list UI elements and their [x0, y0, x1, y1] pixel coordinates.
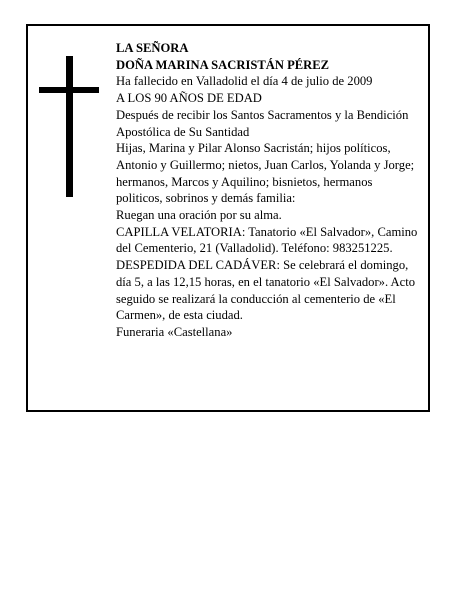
cross-icon — [66, 56, 73, 197]
funeral-home: Funeraria «Castellana» — [116, 324, 233, 339]
sacraments-text: Después de recibir los Santos Sacramentos y la Bendición Apostólica de Su Santidad — [116, 107, 409, 139]
death-info: Ha fallecido en Valladolid el día 4 de julio de 2009 — [116, 74, 373, 89]
deceased-name: DOÑA MARINA SACRISTÁN PÉREZ — [116, 57, 330, 72]
cross-icon-crossbar — [39, 87, 99, 93]
prayer-request: Ruegan una oración por su alma. — [116, 208, 282, 223]
notice-body — [116, 40, 422, 341]
obituary-notice — [26, 24, 430, 412]
chapel-info: CAPILLA VELATORIA: Tanatorio «El Salvador», Camino del Cementerio, 21 (Valladolid). Teléfono: 983251225. — [116, 224, 418, 256]
notice-title: LA SEÑORA — [116, 41, 189, 55]
age-at-death: A LOS 90 AÑOS DE EDAD — [116, 91, 262, 106]
family-list: Hijas, Marina y Pilar Alonso Sacristán; hijos políticos, Antonio y Guillermo; nietos, Juan Carlos, Yolanda y Jorge; hermanos, Marcos y Aquilino; bisnietos, hermanos politicos, sobrinos y demás familia: — [116, 141, 415, 206]
farewell-info: DESPEDIDA DEL CADÁVER: Se celebrará el domingo, día 5, a las 12,15 horas, en el tanatorio «El Salvador». Acto seguido se realizará la conducción al cementerio de «El Carmen», de esta ciudad. — [116, 258, 416, 323]
